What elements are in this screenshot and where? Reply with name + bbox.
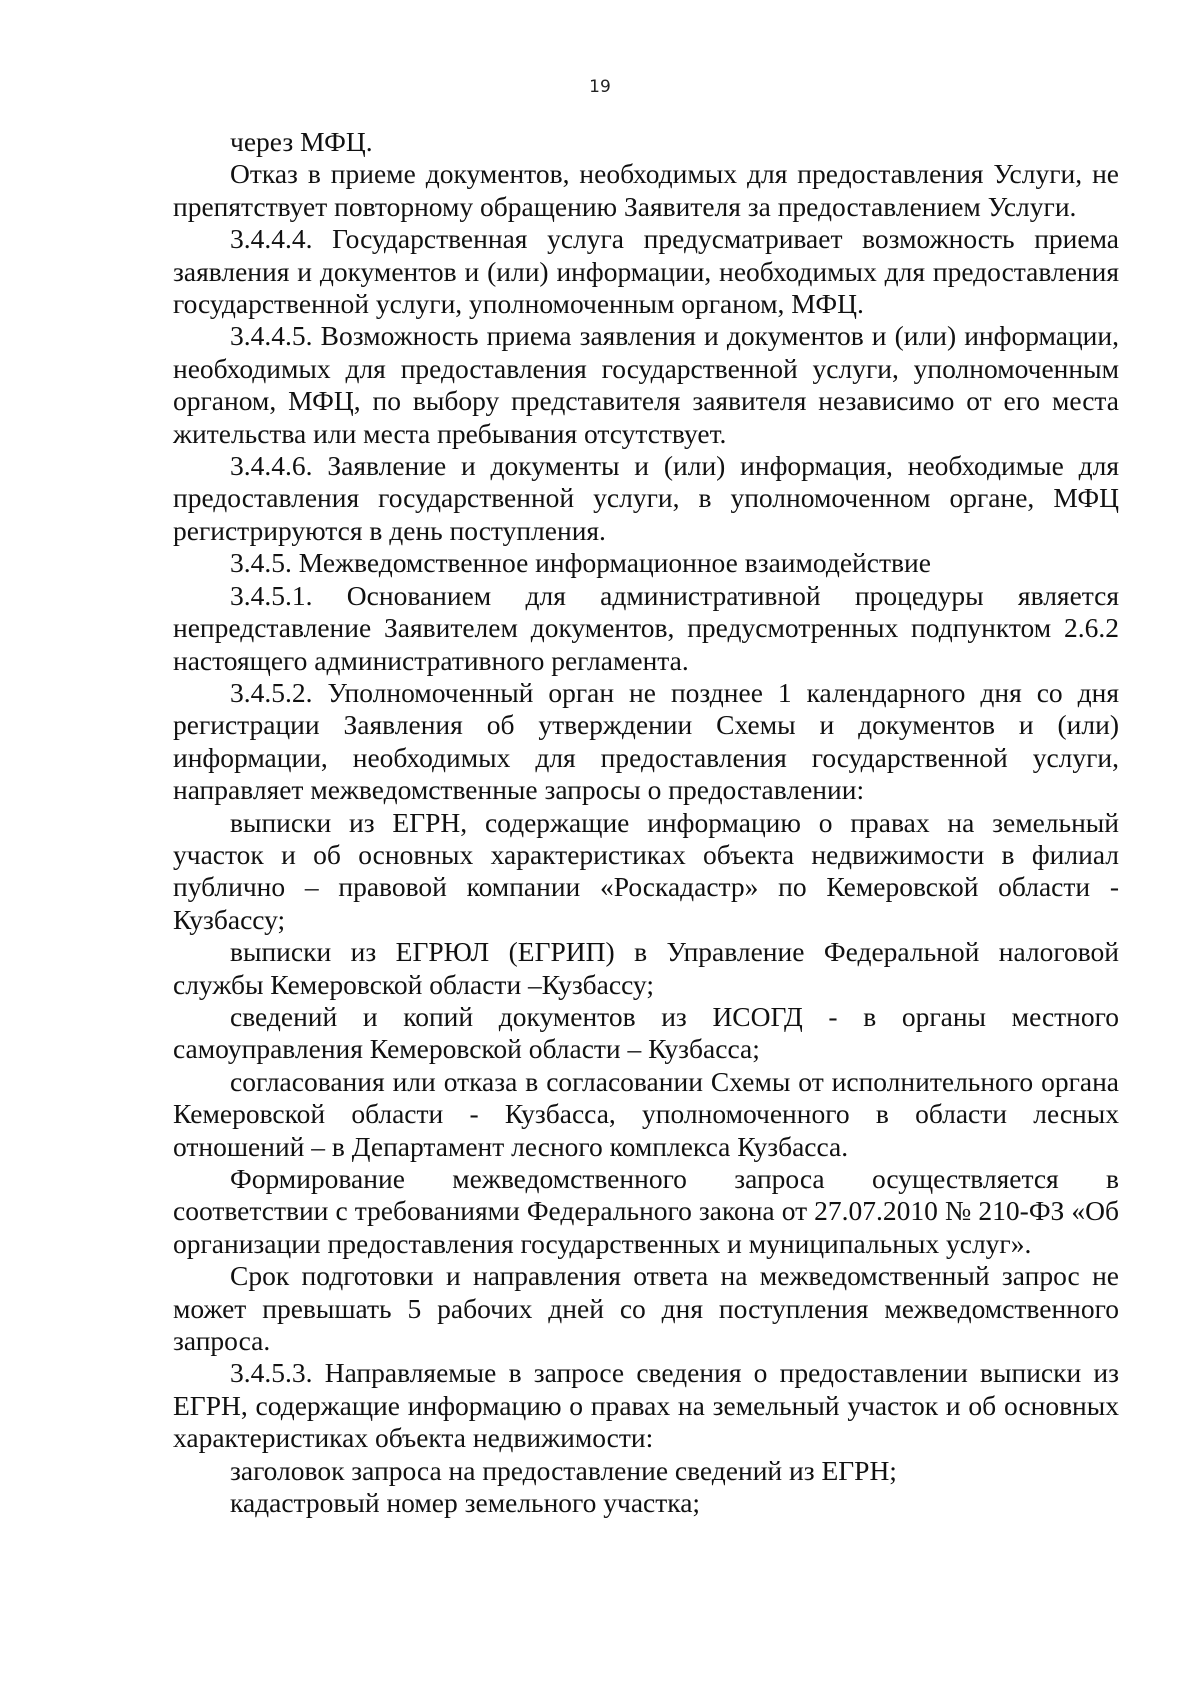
paragraph: через МФЦ.	[230, 126, 373, 157]
list-item: выписки из ЕГРН, содержащие информацию о правах на земельный участок и об основных характеристиках объекта недвижимости в филиал публично – правовой компании «Роскадастр» по Кемеровской области - Кузбассу;	[173, 806, 1119, 935]
paragraph: Срок подготовки и направления ответа на межведомственный запрос не может превышать 5 рабочих дней со дня поступления межведомственного запроса.	[173, 1260, 1119, 1357]
list-item: заголовок запроса на предоставление сведений из ЕГРН;	[230, 1454, 897, 1486]
list-item: кадастровый номер земельного участка;	[230, 1487, 701, 1519]
paragraph: 3.4.4.4. Государственная услуга предусматривает возможность приема заявления и документов и (или) информации, необходимых для предоставления государственной услуги, уполномоченным органом, МФЦ.	[173, 223, 1119, 320]
page-number: 19	[589, 77, 611, 97]
list-item: выписки из ЕГРЮЛ (ЕГРИП) в Управление Федеральной налоговой службы Кемеровской области –Кузбассу;	[173, 936, 1119, 1000]
paragraph: Отказ в приеме документов, необходимых для предоставления Услуги, не препятствует повторному обращению Заявителя за предоставлением Услуги.	[173, 158, 1119, 222]
paragraph: 3.4.4.6. Заявление и документы и (или) информация, необходимые для предоставления государственной услуги, в уполномоченном органе, МФЦ регистрируются в день поступления.	[173, 450, 1119, 546]
section-heading: 3.4.5. Межведомственное информационное взаимодействие	[230, 547, 931, 579]
paragraph: 3.4.4.5. Возможность приема заявления и документов и (или) информации, необходимых для предоставления государственной услуги, уполномоченным органом, МФЦ, по выбору представителя заявителя независимо от его места жительства или места пребывания отсутствует.	[173, 320, 1119, 449]
paragraph: 3.4.5.2. Уполномоченный орган не позднее 1 календарного дня со дня регистрации Заявления об утверждении Схемы и документов и (или) информации, необходимых для предоставления государственной услуги, направляет межведомственные запросы о предоставлении:	[173, 676, 1119, 806]
list-item: согласования или отказа в согласовании Схемы от исполнительного органа Кемеровской области - Кузбасса, уполномоченного в области лесных отношений – в Департамент лесного комплекса Кузбасса.	[173, 1065, 1119, 1162]
document-body	[173, 126, 1119, 1519]
paragraph: Формирование межведомственного запроса осуществляется в соответствии с требованиями Федерального закона от 27.07.2010 № 210-ФЗ «Об организации предоставления государственных и муниципальных услуг».	[173, 1163, 1119, 1259]
list-item: сведений и копий документов из ИСОГД - в органы местного самоуправления Кемеровской области – Кузбасса;	[173, 1000, 1119, 1065]
paragraph: 3.4.5.3. Направляемые в запросе сведения о предоставлении выписки из ЕГРН, содержащие информацию о правах на земельный участок и об основных характеристиках объекта недвижимости:	[173, 1357, 1119, 1454]
paragraph: 3.4.5.1. Основанием для административной процедуры является непредставление Заявителем документов, предусмотренных подпунктом 2.6.2 настоящего административного регламента.	[173, 579, 1119, 676]
